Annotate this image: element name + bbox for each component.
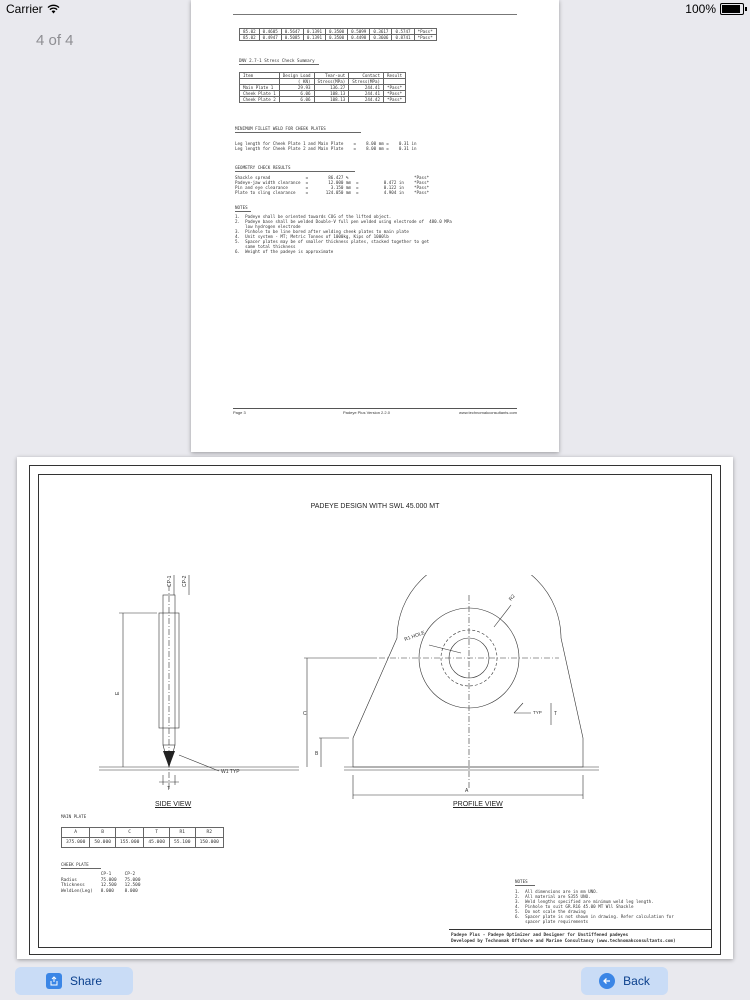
table-cell: Tear-out bbox=[314, 73, 349, 79]
table-cell: 244.41 bbox=[349, 85, 384, 91]
table-cell: Cheek Plate 1 bbox=[240, 91, 280, 97]
table-row bbox=[61, 889, 148, 895]
table-cell: 8.000 bbox=[124, 888, 138, 894]
table-cell: 108.13 bbox=[314, 97, 349, 103]
text-line: 3. Weld lengths specified are minimum weld leg length. bbox=[515, 899, 654, 904]
cp1-label: CP-1 bbox=[167, 575, 173, 587]
drawing-notes bbox=[515, 889, 674, 924]
text-line: same total thickness bbox=[235, 244, 296, 249]
text-line: spacer plate requirements bbox=[515, 919, 589, 924]
main-plate-table bbox=[61, 827, 224, 848]
share-label: Share bbox=[69, 974, 103, 988]
table-cell: Contact bbox=[349, 73, 384, 79]
table-cell: Stress(MPa) bbox=[314, 79, 349, 85]
table-cell: 0.3500 bbox=[326, 35, 348, 41]
table-cell: 150.000 bbox=[195, 838, 223, 848]
text-line: 5. Spacer plates may be of smaller thickness plates, stacked together to get bbox=[235, 239, 430, 244]
table-row bbox=[240, 29, 437, 35]
cheek-plate-table-wrap bbox=[61, 872, 148, 894]
page-top-rule bbox=[233, 14, 517, 15]
table-cell: 0.1391 bbox=[303, 35, 325, 41]
table-cell: Item bbox=[240, 73, 280, 79]
table-cell: CP-2 bbox=[124, 872, 136, 877]
table-cell: 0.3500 bbox=[326, 29, 348, 35]
dnv-table bbox=[239, 72, 406, 103]
notes-title: NOTES bbox=[235, 205, 248, 210]
text-line: 2. Padeye base shall be welded Double-V full pen welded using electrode of 480.0 MPa bbox=[235, 219, 452, 224]
table-cell: 0.8741 bbox=[392, 35, 414, 41]
table-cell: 12.500 bbox=[100, 883, 117, 888]
table-cell: Result bbox=[383, 73, 405, 79]
back-label: Back bbox=[623, 974, 650, 988]
footer-version: Padeye Plus Version 2.2.0 bbox=[343, 410, 390, 415]
page-footer bbox=[233, 408, 517, 415]
footer-website: www.technomakconsultants.com bbox=[458, 410, 517, 415]
table-cell: 0.4947 bbox=[259, 35, 281, 41]
main-plate-title: MAIN PLATE bbox=[61, 814, 87, 819]
table-row bbox=[61, 883, 148, 889]
table-cell: 0.1391 bbox=[303, 29, 325, 35]
text-line: 3. Pinhole to be line bored after welding cheek plates to main plate bbox=[235, 229, 409, 234]
text-line: 4. Unit system - MT; Metric Tonnes of 1000kg, Kips of 1000lb bbox=[235, 234, 389, 239]
table-cell: 0.4498 bbox=[348, 35, 370, 41]
weld-lines bbox=[235, 141, 417, 151]
footer-page: Page 3 bbox=[233, 410, 246, 415]
table-cell: *Pass* bbox=[383, 97, 405, 103]
table-row bbox=[62, 838, 224, 848]
notes-lines bbox=[235, 214, 452, 254]
table-cell: Design Load bbox=[279, 73, 314, 79]
side-t-label: T bbox=[167, 786, 171, 792]
table-cell: 50.000 bbox=[90, 838, 116, 848]
table-cell: 85.02 bbox=[240, 35, 260, 41]
profile-t-label: T bbox=[554, 711, 558, 717]
profile-c-label: C bbox=[303, 711, 307, 717]
table-cell: 55.100 bbox=[169, 838, 195, 848]
table-header-row bbox=[62, 828, 224, 838]
table-cell: B bbox=[90, 828, 116, 838]
stress-top-table bbox=[239, 28, 437, 41]
table-cell: *Pass* bbox=[414, 29, 436, 35]
table-cell: *Pass* bbox=[383, 91, 405, 97]
table-cell: 0.5099 bbox=[348, 29, 370, 35]
report-page[interactable] bbox=[191, 0, 559, 452]
battery-fill bbox=[722, 5, 740, 13]
text-line: 1. Padeye shall be oriented towards COG of the lifted object. bbox=[235, 214, 392, 219]
table-cell: 136.27 bbox=[314, 85, 349, 91]
drawing-inner-frame bbox=[38, 474, 712, 948]
profile-b-label: B bbox=[315, 751, 319, 757]
text-line: 5. Do not scale the drawing bbox=[515, 909, 586, 914]
r1-hole-label: R1 HOLE bbox=[403, 629, 426, 643]
table-row bbox=[240, 35, 437, 41]
drawing-notes-rule bbox=[515, 885, 535, 886]
side-view-drawing bbox=[99, 575, 299, 805]
status-right bbox=[685, 2, 744, 16]
table-cell: T bbox=[144, 828, 170, 838]
r2-label: R2 bbox=[507, 593, 517, 603]
text-line: Shackle spread = 86.427 % *Pass* bbox=[235, 175, 430, 180]
text-line: 4. Pinhole to suit GR.R16 45.00 MT Wll Shackle bbox=[515, 904, 634, 909]
table-cell: 45.000 bbox=[144, 838, 170, 848]
profile-typ-label: TYP bbox=[533, 710, 542, 715]
side-e-label: E bbox=[115, 691, 121, 695]
battery-icon bbox=[720, 3, 744, 15]
table-cell: 29.93 bbox=[279, 85, 314, 91]
table-cell: 0.5747 bbox=[392, 29, 414, 35]
text-line: Leg length for Cheek Plate 1 and Main Plate = 8.00 mm = 0.31 in bbox=[235, 141, 417, 146]
text-line: 2. All material are S355 UNO. bbox=[515, 894, 591, 899]
table-cell: Stress(MPa) bbox=[349, 79, 384, 85]
table-row bbox=[240, 97, 406, 103]
table-cell: ( KN) bbox=[279, 79, 314, 85]
table-cell: Main Plate 1 bbox=[240, 85, 280, 91]
table-cell: 0.3617 bbox=[370, 29, 392, 35]
table-cell: *Pass* bbox=[383, 85, 405, 91]
page-counter: 4 of 4 bbox=[36, 32, 74, 49]
text-line: 6. Spacer plate is not shown in drawing. Refer calculation for bbox=[515, 914, 674, 919]
table-cell: R2 bbox=[195, 828, 223, 838]
dnv-table-wrap bbox=[239, 72, 406, 103]
text-line: Padeye-jaw width clearance = 12.000 mm = 0.472 in *Pass* bbox=[235, 180, 430, 185]
table-cell: WeldLen(Leg) bbox=[61, 888, 93, 894]
text-line: 1. All dimensions are in mm UNO. bbox=[515, 889, 599, 894]
dnv-title: DNV 2.7-1 Stress Check Summary bbox=[239, 58, 315, 63]
drawing-outer-frame bbox=[29, 465, 721, 955]
cp2-label: CP-2 bbox=[182, 575, 188, 587]
table-cell: CP-1 bbox=[100, 872, 112, 877]
table-cell: A bbox=[62, 828, 90, 838]
table-cell: Thickness bbox=[61, 883, 85, 888]
dnv-title-rule bbox=[239, 64, 319, 65]
back-button[interactable] bbox=[581, 967, 668, 995]
table-cell: 0.5085 bbox=[281, 35, 303, 41]
drawing-notes-title: NOTES bbox=[515, 879, 528, 884]
cheek-plate-table bbox=[61, 872, 148, 894]
carrier-label: Carrier bbox=[6, 2, 43, 16]
table-cell: 0.3606 bbox=[370, 35, 392, 41]
stress-top-table-wrap bbox=[239, 28, 437, 41]
share-icon bbox=[46, 973, 62, 989]
table-cell: 8.000 bbox=[100, 888, 114, 894]
weld-title: MINIMUM FILLET WELD FOR CHEEK PLATES bbox=[235, 126, 326, 131]
table-cell: Cheek Plate 2 bbox=[240, 97, 280, 103]
cheek-plate-title-rule bbox=[61, 868, 101, 869]
table-cell: 244.42 bbox=[349, 97, 384, 103]
geometry-title-rule bbox=[235, 171, 355, 172]
text-line: Plate to sling clearance = 124.050 mm = 4.904 in *Pass* bbox=[235, 190, 430, 195]
table-cell: 0.4605 bbox=[259, 29, 281, 35]
share-button[interactable] bbox=[15, 967, 133, 995]
table-cell: C bbox=[115, 828, 143, 838]
text-line: Leg length for Cheek Plate 2 and Main Plate = 8.00 mm = 0.31 in bbox=[235, 146, 417, 151]
table-cell: 375.000 bbox=[62, 838, 90, 848]
credit-line-2: Developed by Technomak Offshore and Marine Consultancy (www.technomakconsultants.com) bbox=[451, 939, 676, 944]
table-cell: 6.06 bbox=[279, 91, 314, 97]
profile-view-label: PROFILE VIEW bbox=[453, 801, 503, 808]
table-cell: R1 bbox=[169, 828, 195, 838]
table-cell: *Pass* bbox=[414, 35, 436, 41]
table-cell: 85.02 bbox=[240, 29, 260, 35]
table-cell: 12.500 bbox=[124, 883, 141, 888]
table-cell: Radius bbox=[61, 877, 77, 883]
text-line: Pin and eye clearance = 3.150 mm = 0.122 in *Pass* bbox=[235, 185, 430, 190]
text-line: low hydrogen electrode bbox=[235, 224, 301, 229]
table-cell: 75.000 bbox=[124, 877, 141, 883]
profile-view-drawing bbox=[289, 575, 619, 805]
battery-percent: 100% bbox=[685, 2, 716, 16]
table-cell: 0.5647 bbox=[281, 29, 303, 35]
cheek-plate-title: CHEEK PLATE bbox=[61, 862, 89, 867]
credit-line-1: Padeye Plus - Padeye Optimizer and Designer for Unstiffened padeyes bbox=[451, 933, 629, 938]
table-cell: 155.000 bbox=[115, 838, 143, 848]
table-cell: 6.06 bbox=[279, 97, 314, 103]
table-cell: 108.13 bbox=[314, 91, 349, 97]
weld-title-rule bbox=[235, 132, 361, 133]
back-arrow-icon bbox=[599, 973, 615, 989]
main-plate-table-wrap bbox=[61, 827, 224, 848]
side-view-label: SIDE VIEW bbox=[155, 801, 192, 808]
credit-rule bbox=[449, 929, 711, 930]
table-cell: 244.41 bbox=[349, 91, 384, 97]
weld-label: W1 TYP bbox=[221, 769, 240, 775]
drawing-page[interactable] bbox=[17, 457, 733, 959]
notes-title-rule bbox=[235, 211, 251, 212]
geometry-title: GEOMETRY CHECK RESULTS bbox=[235, 165, 291, 170]
table-cell: 75.000 bbox=[100, 877, 117, 883]
geometry-lines bbox=[235, 175, 429, 195]
drawing-title: PADEYE DESIGN WITH SWL 45.000 MT bbox=[310, 503, 440, 510]
text-line: 6. Weight of the padeye is approximate bbox=[235, 249, 334, 254]
profile-a-label: A bbox=[465, 788, 469, 794]
